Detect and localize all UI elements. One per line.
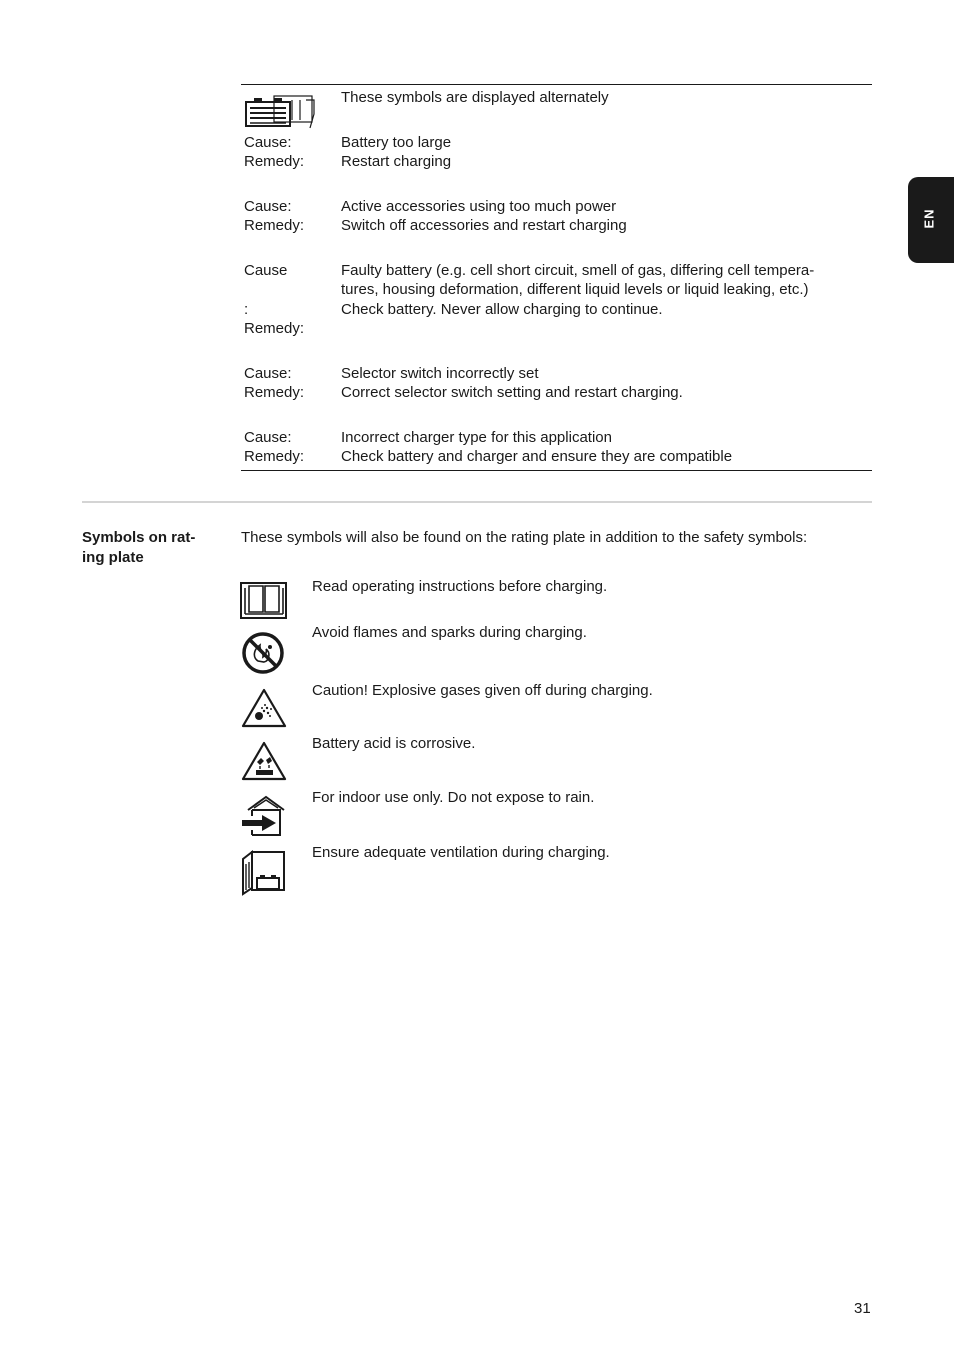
remedy-label: Remedy: [244,217,305,234]
no-flame-icon [240,631,286,675]
remedy-label: Remedy: [244,448,305,465]
explosive-warning-icon [240,687,288,729]
cause-text: Battery too large [341,134,452,151]
battery-symbols-icon [244,94,318,130]
alternate-symbols-text: These symbols are displayed alternately [341,89,609,106]
remedy-text: Check battery. Never allow charging to continue. [341,301,663,318]
language-tab [908,177,954,263]
remedy-label: Remedy: [244,384,305,401]
section-heading-line1: Symbols on rat- [82,529,196,546]
cause-label: Cause: [244,198,292,215]
symbol-text: Read operating instructions before charging. [312,578,608,595]
table-bottom-rule [241,470,872,471]
corrosive-warning-icon [240,740,288,782]
cause-label: Cause: [244,429,292,446]
remedy-label: Remedy: [244,153,305,170]
cause-text: Active accessories using too much power [341,198,617,215]
cause-label: Cause [244,262,288,279]
page-number: 31 [854,1300,871,1317]
rating-plate-intro: These symbols will also be found on the rating plate in addition to the safety symbols: [241,529,808,546]
remedy-text: Correct selector switch setting and restart charging. [341,384,683,401]
cause-text: Incorrect charger type for this application [341,429,612,446]
symbol-text: For indoor use only. Do not expose to rain. [312,789,595,806]
cause-text-line2: tures, housing deformation, different liquid levels or liquid leaking, etc.) [341,281,809,298]
section-heading-line2: ing plate [82,549,144,566]
symbol-text: Avoid flames and sparks during charging. [312,624,587,641]
symbol-text: Caution! Explosive gases given off during charging. [312,682,653,699]
section-heading [82,528,217,568]
remedy-text: Check battery and charger and ensure they are compatible [341,448,733,465]
book-icon [240,580,288,620]
table-top-rule [241,84,872,85]
indoor-use-icon [240,794,288,838]
section-divider [82,501,872,503]
remedy-label: Remedy: [244,320,305,337]
remedy-text: Switch off accessories and restart charging [341,217,627,234]
colon-label: : [244,301,249,318]
cause-text-line1: Faulty battery (e.g. cell short circuit, smell of gas, differing cell tempera- [341,262,815,279]
cause-text: Selector switch incorrectly set [341,365,539,382]
remedy-text: Restart charging [341,153,452,170]
symbol-text: Ensure adequate ventilation during charging. [312,844,610,861]
symbol-text: Battery acid is corrosive. [312,735,476,752]
ventilation-icon [240,850,288,896]
language-tab-label: EN [921,208,937,229]
cause-label: Cause: [244,134,292,151]
cause-label: Cause: [244,365,292,382]
